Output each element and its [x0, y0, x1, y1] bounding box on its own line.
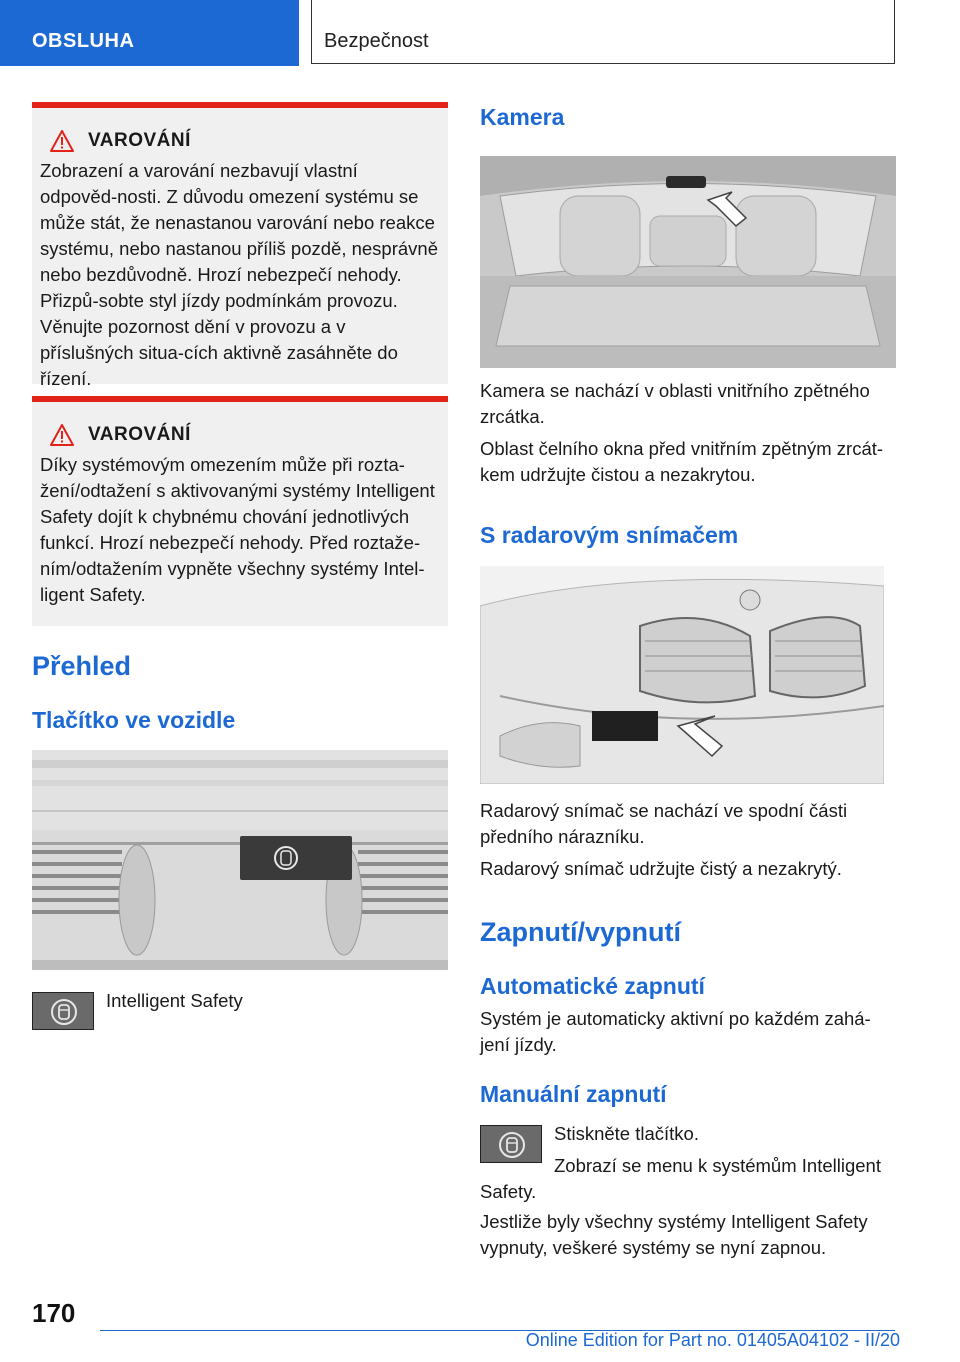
on-off-heading: Zapnutí/vypnutí: [480, 917, 681, 947]
dashboard-button-photo: [32, 750, 448, 970]
radar-text-1: Radarový snímač se nachází ve spodní části předního nárazníku.: [480, 800, 848, 847]
warning-text: Zobrazení a varování nezbavují vlastní odpověd-nosti. Z důvodu omezení systému se může stát, že nenastanou varování nebo reakce systému, nebo nastanou příliš pozdě, nesprávně nebo bezdůvodně. Hrozí nebezpečí nehody. Přizpů-sobte styl jízdy podmínkám provozu. Věnujte pozornost dění v provozu a v příslušných situa-cích aktivně zasáhněte do řízení.: [40, 160, 438, 389]
radar-text-2: Radarový snímač udržujte čistý a nezakrytý.: [480, 858, 842, 879]
warning-triangle-icon: [50, 424, 74, 446]
car-front-illustration: [480, 566, 884, 784]
auto-on-text: Systém je automaticky aktivní po každém zahá-jení jízdy.: [480, 1008, 871, 1055]
camera-text-2: Oblast čelního okna před vnitřním zpětným zrcát-kem udržujte čistou a nezakrytou.: [480, 438, 884, 485]
manual-on-heading: Manuální zapnutí: [480, 1081, 667, 1107]
edition-footer: Online Edition for Part no. 01405A04102 - II/20: [525, 1330, 900, 1350]
topic-title: Bezpečnost: [311, 0, 895, 64]
intelligent-safety-icon: [50, 998, 78, 1026]
warning-box-2: [32, 396, 448, 626]
camera-text-1: Kamera se nachází v oblasti vnitřního zpětného zrcátka.: [480, 380, 870, 427]
auto-on-heading: Automatické zapnutí: [480, 973, 705, 999]
button-label: Intelligent Safety: [106, 990, 243, 1011]
manual-step-1: Stiskněte tlačítko.: [554, 1123, 699, 1144]
dashboard-illustration: [32, 750, 448, 970]
page-header: [0, 0, 960, 66]
warning-triangle-icon: [50, 130, 74, 152]
radar-photo: [480, 566, 884, 784]
manual-step-3: Jestliže byly všechny systémy Intelligent Safety vypnuty, veškeré systémy se nyní zapnou.: [480, 1211, 868, 1258]
camera-heading: Kamera: [480, 104, 565, 130]
warning-title-row: [50, 130, 440, 152]
page-number: 170: [32, 1298, 76, 1328]
camera-photo: [480, 156, 896, 368]
warning-text: Díky systémovým omezením může při rozta-žení/odtažení s aktivovanými systémy Intelligent Safety dojít k chybnému chování jednotlivých funkcí. Hrozí nebezpečí nehody. Před roztaže-ním/odtažením vypněte všechny systémy Intel-ligent Safety.: [40, 454, 435, 605]
overview-heading: Přehled: [32, 651, 132, 681]
manual-step-2: Zobrazí se menu k systémům Intelligent Safety.: [480, 1155, 881, 1202]
section-tab: OBSLUHA: [0, 0, 299, 66]
warning-title: VAROVÁNÍ: [88, 424, 191, 445]
radar-heading: S radarovým snímačem: [480, 522, 739, 548]
warning-box-1: [32, 102, 448, 389]
intelligent-safety-button-icon: [32, 992, 94, 1030]
car-interior-illustration: [480, 156, 896, 368]
warning-title: VAROVÁNÍ: [88, 130, 191, 151]
warning-title-row: [50, 424, 440, 446]
button-heading: Tlačítko ve vozidle: [32, 707, 236, 733]
